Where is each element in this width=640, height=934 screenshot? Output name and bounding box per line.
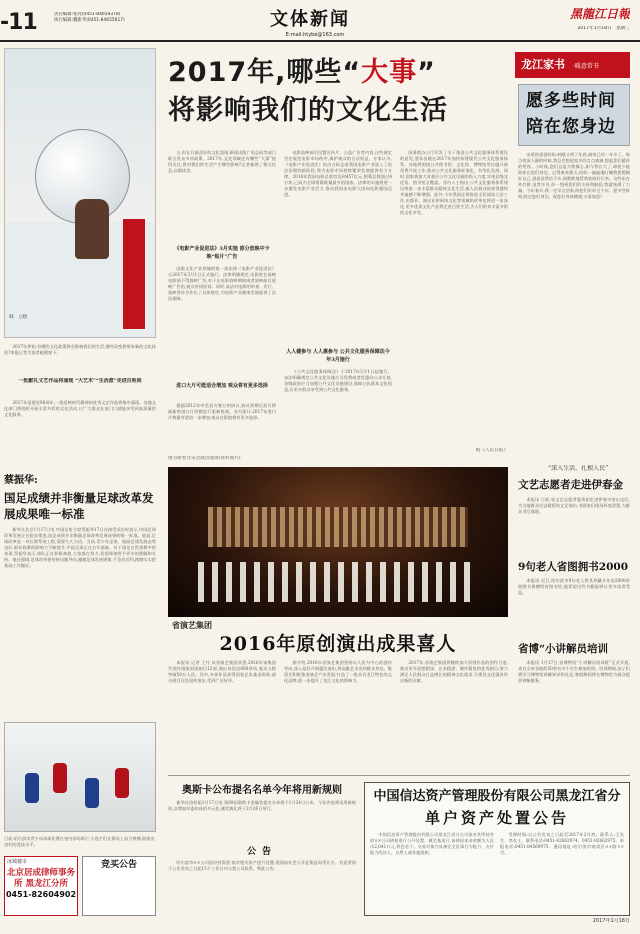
auction-notice bbox=[82, 856, 156, 916]
concert-headline: 2016年原创演出成果喜人 bbox=[219, 633, 457, 655]
asset-ad-title: 单户资产处置公告 bbox=[424, 809, 569, 827]
news-text-books: 本报讯 近日,哈尔滨市9句老人将其珍藏多年的2000余册图书捐赠给省图书馆,他希望这些书籍能够让更多读者受益。 bbox=[518, 578, 630, 595]
feature-credit: 据《人民日报》 bbox=[475, 448, 508, 453]
feature-col-2b bbox=[284, 369, 392, 453]
asset-ad-company: 中国信达资产管理股份有限公司黑龙江省分 bbox=[373, 789, 621, 804]
concert-col-3-text: 2017年,省演艺集团将继续加大原创作品的创作力度,推出更多思想精深、艺术精湛、制作精良的优秀剧目,努力满足人民群众日益增长的精神文化需求,为建设文化强省作出新的贡献。 bbox=[400, 660, 508, 683]
news-body-volunteers bbox=[518, 497, 630, 557]
hockey-player bbox=[85, 778, 99, 808]
issue-date: 2017年1月18日 星期三 bbox=[577, 26, 630, 31]
feature-intro-text: 日,但在日渐喜好的文化氛围,新闻出版广电总局等部门联合发布多项政策。2017年,文化领域还有哪些“大事”值得关注,将对我们的生活产生哪些影响?记者梳理了相关信息,以飨读者。 bbox=[168, 150, 276, 173]
headline-accent: 大事 bbox=[361, 57, 418, 88]
left-subhead: 一批献礼文艺作品将涌现 “大艺术”“生活派”走进百姓间 bbox=[18, 378, 142, 384]
asset-ad-col-2-text: 受理时间:自公告发布之日起至2017年2月底。联系人:王先生、李女士。联系电话:0451-82662974、0451-82662975。举报电话:0451-84569975。通讯地址:哈尔滨市南岗区××路××号。 bbox=[500, 832, 624, 855]
left-intro-text: 2017年伊始,有哪些文化政策将会影响我们的生活,哪些改变将带来新的文化体验?本报记者为读者梳理如下。 bbox=[4, 344, 156, 355]
concert-col-1-text: 本报讯 记者 王丹 从省演艺集团获悉,2016年该集团共创作排演原创剧目12部,演出场次达800余场,观众人数突破50万人次。其中,多部作品获得国家艺术基金资助,部分剧目还赴国外演出,受到广泛好评。 bbox=[168, 660, 276, 683]
asset-ad-col-2 bbox=[500, 832, 624, 912]
oscar-body bbox=[168, 800, 356, 842]
hockey-caption: 日前,哈尔滨市青少年冰球比赛在室内冰场举行,小选手们在赛场上奋力拼搏,展现出良好的竞技水平。 bbox=[4, 836, 155, 847]
asset-ad-col-1 bbox=[370, 832, 494, 912]
letter-text: 亲爱的爸爸妈妈:转眼又到了年底,离家已经一年多了。每当夜深人静的时候,我总会想起家乡的点点滴滴,想起您们慈祥的笑容。小时候,您们总是为我操心,如今我长大了,却很少能陪伴在您们身边。记得离家那天,妈妈一遍遍地叮嘱我要照顾好自己,爸爸虽然话不多,却默默地帮我收拾好行李。这些年在外打拼,虽然辛苦,但一想到您们的支持和鼓励,我就充满了力量。今年春节,我一定早点回家,陪您们好好过个年。愿多些时间,陪在您们身边。祝您们身体健康,万事如意! bbox=[518, 152, 630, 199]
concert-col-2-text: 据介绍,2016年省演艺集团坚持以人民为中心的创作导向,深入基层开展惠民演出,将高雅艺术送到群众身边。集团还积极推进演艺产业发展,打造了一批具有龙江特色的文化品牌,进一步提升了龙江文化的影响力。 bbox=[284, 660, 392, 683]
photo-chorus bbox=[208, 507, 468, 547]
ad-phone: 0451-82604902 bbox=[5, 889, 77, 899]
oscar-text: 新华社洛杉矶1月17日电 第89届奥斯卡金像奖提名名单将于1月24日公布。今年评选将采用新规则,以增加评委构成的多元化,颁奖典礼将于2月26日举行。 bbox=[168, 800, 356, 811]
feature-subhead-2: 进口大片可能适合增加 观众将有更多选择 bbox=[176, 383, 268, 389]
concert-kicker: 省演艺集团 bbox=[172, 620, 212, 630]
feature-col-1-text: 国家文化产业领域的第一部法律《电影产业促进法》自2017年3月1日正式施行。法律明确规定,电影院在放映电影前不得放映广告,对于在电影放映期间或者放映前后放映广告的,观众有权投诉。同时,该法对电影的审查、发行、放映等环节作出了具体规定,为电影产业健康发展提供了法治保障。 bbox=[168, 266, 276, 301]
feature-col-2-text: 电影放映前后设置宣传片、公益广告等内容,这些规定旨在规范电影市场秩序,保护观众的合法权益。专家认为,《电影产业促进法》的出台标志着我国电影产业进入了依法治理的新阶段,将为电影市场持续繁荣发展提供有力支撑。2016年我国电影总票房达到457亿元,银幕总数超过4万块,已成为全球银幕数量最多的国家。法律的实施将进一步激发电影产业活力,推动我国由电影大国向电影强国迈进。 bbox=[284, 150, 392, 197]
column-brand-sub: ·暖意常书 bbox=[573, 63, 599, 70]
left-body-text: 2017年是建党96周年,一批反映时代精神的优秀文艺作品将集中涌现。各地文化部门将组织开展丰富多彩的文化活动,让广大群众在家门口就能享受到高质量的文化服务。 bbox=[4, 400, 156, 417]
feature-intro bbox=[168, 150, 276, 242]
column-title bbox=[526, 88, 626, 144]
football-body bbox=[4, 527, 156, 719]
editor-line-1: 责任编辑:张亮(0451-84659378) bbox=[54, 12, 121, 17]
cartoon-red-banner bbox=[123, 219, 145, 329]
news-text-museum: 本报讯 1月17日,省博物馆“小讲解员培训班”正式开班,来自全省各地的50余名中小学生参加培训。培训期间,孩子们将学习博物馆讲解知识和礼仪,寒假期间将在博物馆为观众提供讲解服务。 bbox=[518, 660, 630, 683]
photo-dancers bbox=[198, 562, 478, 602]
section-email: E-mail:htybe@163.com bbox=[285, 32, 345, 38]
notice-text: 哈尔滨市××公司因经营需要,拟对相关资产进行处置,现面向社会公开征集意向受让方。有意者请于公告发布之日起15个工作日内与我公司联系。特此公告。 bbox=[168, 860, 356, 871]
feature-col-2 bbox=[284, 150, 392, 345]
news-kicker: “深入生活、扎根人民” bbox=[548, 465, 609, 472]
feature-subhead-1: 《电影产业促进法》3月实施 部分放映中卡映“贴片”广告 bbox=[174, 246, 270, 260]
ad-label: 冰城楼市 bbox=[7, 859, 28, 865]
football-speaker: 蔡振华: bbox=[4, 475, 38, 486]
notice-headline: 公告 bbox=[246, 847, 277, 857]
hockey-photo bbox=[4, 722, 156, 832]
editor-credits bbox=[40, 12, 190, 32]
headline-part-1: 2017年,哪些“ bbox=[168, 57, 362, 88]
feature-col-3-text: 国务院办公厅印发了关于推进公共文化服务体系建设的意见,要求各地在2017年加快构建现代公共文化服务体系。各地将围绕公共图书馆、文化馆、博物馆等设施开展免费开放工作,推动公共文化服务标准化、均等化发展。同时,国家将加大对基层公共文化设施的投入力度,实现县级文化馆、图书馆全覆盖。业内人士指出,公共文化服务体系建设将进一步丰富群众精神文化生活,使人民群众的获得感和幸福感不断增强。此外,今年我国还将推进全民阅读立法工作,出版业、演出业和网络文化等领域的改革也将进一步深化,更多优质文化产品将走进百姓生活,为人们带来丰富多彩的文化享受。 bbox=[400, 150, 508, 215]
letter-body bbox=[518, 152, 630, 452]
ad-firm-name: 北京居成律师事务所 黑龙江分所 bbox=[7, 867, 76, 889]
football-text: 新华社北京1月17日电 中国足协主席蔡振华17日在接受采访时表示,中国足球改革发展正在稳步推进,国足成绩并非衡量足球改革发展成果的唯一标准。他说,足球改革是一项长期系统工程,需要久久为功。当前,青少年足球、校园足球发展态势良好,职业联赛的影响力不断提升,中国足球正在打牢基础。对于国足在世预赛中的表现,蔡振华表示,球队正在积极备战,大家都在努力,希望球迷给予更多的理解和支持。他还强调,足球改革要坚持问题导向,遵循足球发展规律,不急功近利,踏踏实实把基础工作做好。 bbox=[4, 527, 156, 568]
section-divider bbox=[168, 775, 630, 776]
news-text-volunteers: 本报讯 日前,省文艺志愿者服务团走进伊春市金山屯区,为当地群众送去精彩的文艺演出,书画家们现场挥毫泼墨,为群众书写春联。 bbox=[518, 497, 630, 514]
column-title-line-2: 陪在您身边 bbox=[526, 117, 616, 137]
footer-date: 2017年1月18日 bbox=[592, 918, 630, 924]
cartoon-caption: 韩 立绘 bbox=[9, 315, 28, 320]
law-firm-ad bbox=[4, 856, 78, 916]
left-body bbox=[4, 400, 156, 470]
feature-headline bbox=[168, 54, 508, 144]
feature-col-1 bbox=[168, 266, 276, 378]
news-body-museum bbox=[518, 660, 630, 772]
feature-col-2b-text: 《公共文化服务保障法》于2017年3月1日起施行。该法明确规定公共文化设施应当免费或者优惠向公众开放,各级政府应当加强公共文化设施建设,保障公民基本文化权益,让更多群众享受到公共文化服务。 bbox=[284, 369, 392, 392]
cartoon-figure bbox=[75, 199, 109, 259]
column-title-line-1: 愿多些时间 bbox=[526, 91, 616, 111]
header-rule bbox=[0, 40, 640, 42]
news-headline-volunteers: 文艺志愿者走进伊春金 bbox=[518, 479, 623, 491]
news-body-books bbox=[518, 578, 630, 638]
newspaper-brand: 黑龍江日報 bbox=[569, 7, 630, 21]
headline-line-2: 将影响我们的文化生活 bbox=[168, 95, 448, 126]
page-number: -11 bbox=[0, 10, 37, 34]
left-intro bbox=[4, 344, 156, 374]
photo-caption: 图为新春音乐会演出现场(资料图片) bbox=[168, 456, 241, 461]
feature-subhead-3: 人人健参与 人人惠参与 公共文化服务保障法今年3月施行 bbox=[286, 349, 390, 363]
concert-col-3 bbox=[400, 660, 508, 772]
editor-line-2: 执行编辑:魏新华(0451-84655617) bbox=[54, 18, 125, 23]
concert-col-2 bbox=[284, 660, 392, 772]
asset-ad-col-1-text: 中国信达资产管理股份有限公司黑龙江省分公司拟对其所持有的××公司债权进行公开处置。截至基准日,该债权本金余额为人民币2,641万元,利息若干。交易对象为具备完全民事行为能力、支付能力的法人、自然人或其他组织。 bbox=[370, 832, 494, 855]
editorial-cartoon bbox=[4, 48, 156, 338]
news-headline-museum: 省博“小讲解员培训 bbox=[518, 643, 609, 655]
hockey-player bbox=[115, 768, 129, 798]
headline-part-2: ” bbox=[417, 57, 436, 88]
oscar-headline: 奥斯卡公布提名名单今年将用新规则 bbox=[182, 785, 342, 796]
feature-col-1b-text: 根据2012年中美双方签订的协议,协议到期后双方将就新的进口片份额进行重新协商。业内预计,2017年进口片数量有望进一步增加,观众在影院将有更多选择。 bbox=[168, 403, 276, 420]
concert-col-1 bbox=[168, 660, 276, 772]
auction-title: 竞买公告 bbox=[100, 860, 137, 870]
feature-col-3 bbox=[400, 150, 508, 453]
feature-col-1b bbox=[168, 403, 276, 453]
football-headline: 国足成绩并非衡量足球改革发展成果唯一标准 bbox=[4, 491, 154, 521]
concert-photo bbox=[168, 467, 508, 617]
column-brand bbox=[515, 52, 630, 78]
section-title: 文体新闻 bbox=[270, 9, 350, 30]
notice-body bbox=[168, 860, 356, 916]
column-brand-name: 龙江家书 bbox=[521, 58, 565, 71]
hockey-player bbox=[53, 763, 67, 793]
hockey-player bbox=[25, 773, 39, 803]
news-headline-books: 9句老人省图拥书2000 bbox=[518, 561, 629, 573]
